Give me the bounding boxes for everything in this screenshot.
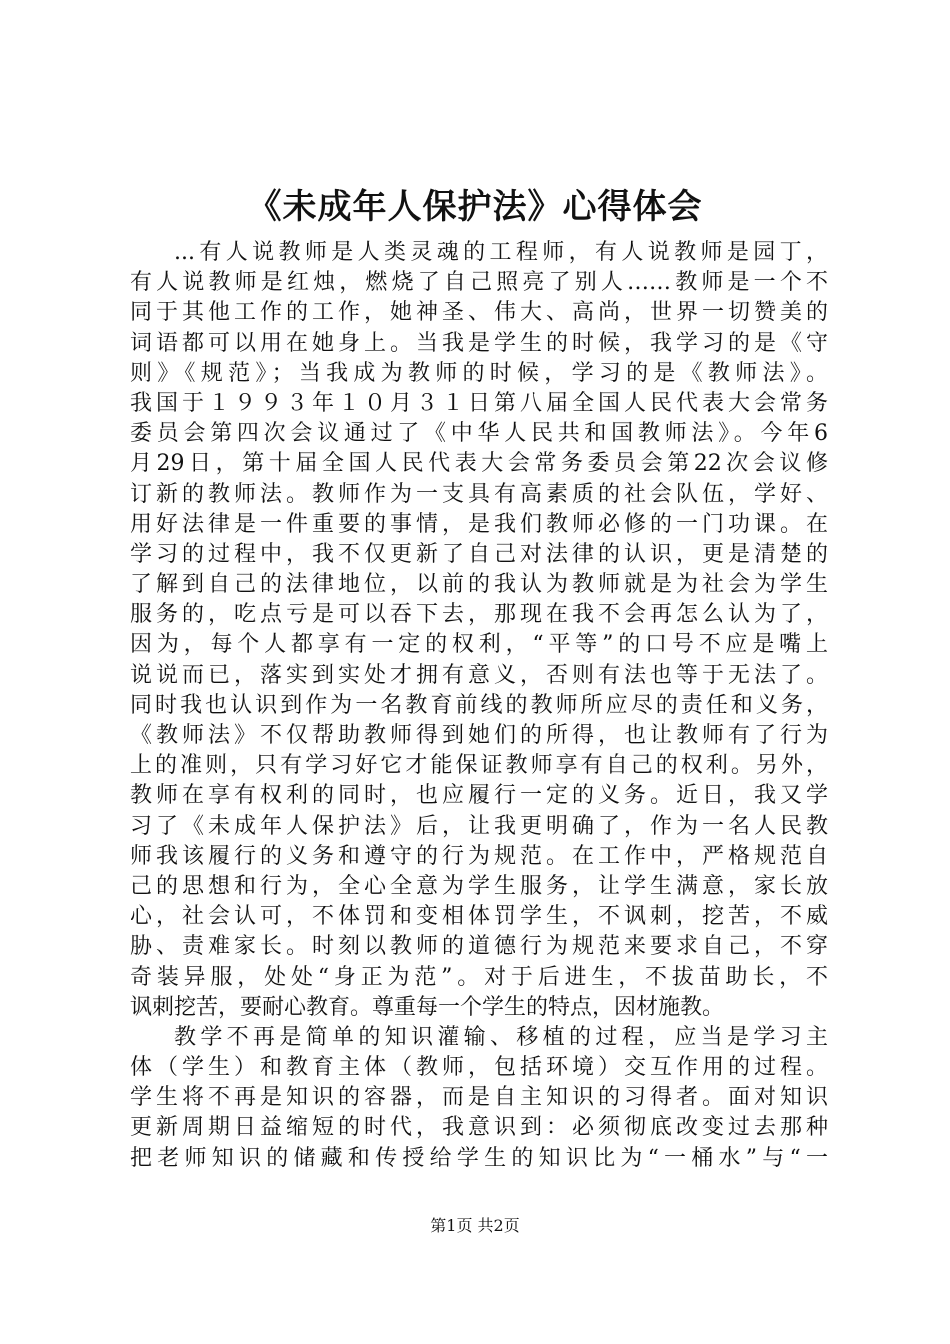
text-line: 教学不再是简单的知识灌输、移植的过程，应当是学习主 [174,1024,828,1050]
text-line: 说说而已，落实到实处才拥有意义，否则有法也等于无法了。 [130,662,828,688]
text-line: 用好法律是一件重要的事情，是我们教师必修的一门功课。在 [130,511,828,537]
text-line: 服务的，吃点亏是可以吞下去，那现在我不会再怎么认为了， [130,602,828,628]
text-line: 胁、责难家长。时刻以教师的道德行为规范来要求自己，不穿 [130,934,828,960]
text-line: 订新的教师法。教师作为一支具有高素质的社会队伍，学好、 [130,481,828,507]
text-line: 己的思想和行为，全心全意为学生服务，让学生满意，家长放 [130,873,828,899]
text-line: 有人说教师是红烛，燃烧了自己照亮了别人……教师是一个不 [130,270,828,296]
text-line: 词语都可以用在她身上。当我是学生的时候，我学习的是《守 [130,330,828,356]
page-footer: 第1页 共2页 [430,1216,520,1235]
text-line: 月29日，第十届全国人民代表大会常务委员会第22次会议修 [130,451,828,477]
text-line: 更新周期日益缩短的时代，我意识到：必须彻底改变过去那种 [130,1115,828,1141]
text-line: 奇装异服，处处“身正为范”。对于后进生，不拔苗助长，不 [130,964,828,990]
text-line: 因为，每个人都享有一定的权利，“平等”的口号不应是嘴上 [130,632,828,658]
text-line: 心，社会认可，不体罚和变相体罚学生，不讽刺，挖苦，不威 [130,904,828,930]
text-line: 同时我也认识到作为一名教育前线的教师所应尽的责任和义务， [130,692,828,718]
document-body [130,238,828,1174]
text-line: ...有人说教师是人类灵魂的工程师，有人说教师是园丁， [174,240,828,265]
document-title: 《未成年人保护法》心得体会 [247,187,703,227]
text-line: 《教师法》不仅帮助教师得到她们的所得，也让教师有了行为 [130,723,828,748]
text-line: 教师在享有权利的同时，也应履行一定的义务。近日，我又学 [130,783,828,809]
text-line: 习了《未成年人保护法》后，让我更明确了，作为一名人民教 [130,813,828,839]
text-line: 上的准则，只有学习好它才能保证教师享有自己的权利。另外， [130,753,828,779]
text-line: 同于其他工作的工作，她神圣、伟大、高尚，世界一切赞美的 [130,300,828,326]
text-line: 则》《规范》；当我成为教师的时候，学习的是《教师法》。 [130,360,828,386]
text-line: 把老师知识的储藏和传授给学生的知识比为“一桶水”与“一 [130,1145,828,1171]
text-line: 学生将不再是知识的容器，而是自主知识的习得者。面对知识 [130,1085,828,1111]
text-line: 委员会第四次会议通过了《中华人民共和国教师法》。今年6 [130,421,828,447]
text-line: 体（学生）和教育主体（教师，包括环境）交互作用的过程。 [130,1055,828,1081]
text-line: 讽刺挖苦，要耐心教育。尊重每一个学生的特点，因材施教。 [130,994,725,1020]
text-line: 学习的过程中，我不仅更新了自己对法律的认识，更是清楚的 [130,541,828,567]
text-line: 师我该履行的义务和遵守的行为规范。在工作中，严格规范自 [130,843,828,869]
text-line: 了解到自己的法律地位，以前的我认为教师就是为社会为学生 [130,572,828,598]
text-line: 我国于１９９３年１０月３１日第八届全国人民代表大会常务 [130,390,828,416]
